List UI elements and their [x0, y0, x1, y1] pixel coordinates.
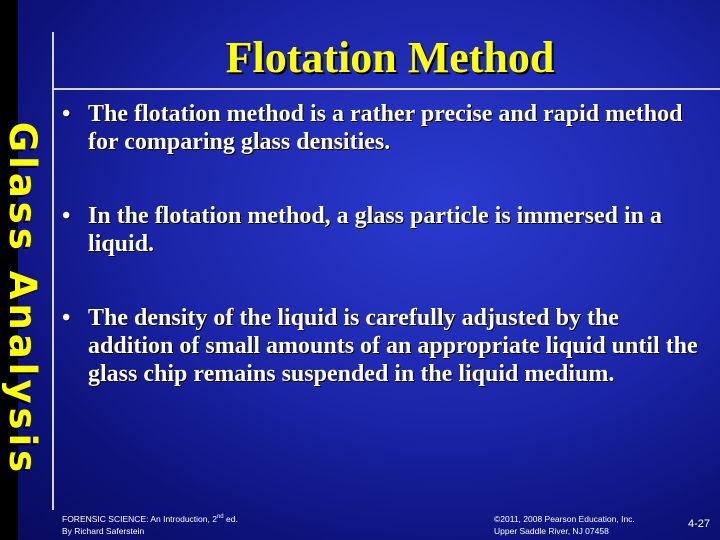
edition-superscript: nd	[216, 514, 224, 521]
bullet-text: The flotation method is a rather precise and rapid method for comparing glass densities.	[88, 101, 683, 155]
bullet-text: The density of the liquid is carefully adjusted by the addition of small amounts of an appropriate liquid until the glass chip remains suspended in the liquid medium.	[88, 305, 698, 387]
page-number: 4-27	[688, 518, 711, 530]
footer-publisher-info	[494, 513, 635, 537]
horizontal-divider-line	[52, 88, 720, 90]
bullet-item	[62, 100, 702, 156]
bullet-list	[62, 100, 702, 388]
bullet-text: In the flotation method, a glass particle is immersed in a liquid.	[88, 203, 662, 257]
bullet-symbol: •	[62, 203, 71, 229]
footer-book-title: FORENSIC SCIENCE: An Introduction, 2nd ed.	[62, 514, 238, 524]
side-title: Glass Analysis	[1, 121, 44, 477]
footer-copyright: ©2011, 2008 Pearson Education, Inc.	[494, 514, 635, 524]
footer-address: Upper Saddle River, NJ 07458	[494, 526, 609, 536]
slide-title: Flotation Method	[225, 33, 555, 82]
bullet-item	[62, 304, 702, 388]
bullet-item	[62, 202, 702, 258]
footer-author: By Richard Saferstein	[62, 526, 145, 536]
vertical-divider-line	[52, 32, 54, 510]
bullet-symbol: •	[62, 305, 71, 331]
footer-book-info	[62, 513, 238, 537]
bullet-symbol: •	[62, 101, 71, 127]
